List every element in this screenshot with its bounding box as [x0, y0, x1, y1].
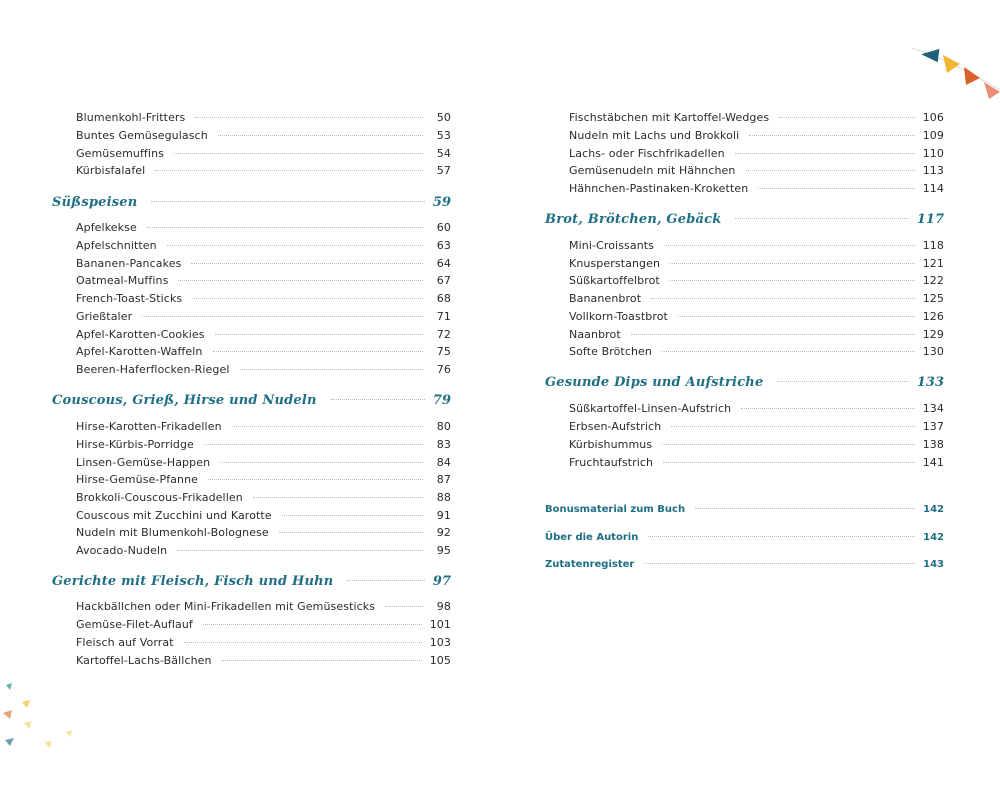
entry-page: 92 [436, 526, 451, 539]
section-page: 97 [432, 574, 451, 589]
toc-extra-entry[interactable] [545, 504, 944, 520]
section-page: 59 [432, 195, 451, 210]
toc-entry[interactable] [569, 456, 944, 472]
entry-page: 122 [922, 274, 944, 287]
entry-page: 75 [436, 345, 451, 358]
toc-entry[interactable] [569, 147, 944, 163]
entry-title: Fischstäbchen mit Kartoffel-Wedges [569, 111, 770, 124]
entry-title: Fleisch auf Vorrat [76, 636, 174, 649]
entry-title: Buntes Gemüsegulasch [76, 129, 208, 142]
toc-entry[interactable] [76, 310, 451, 326]
entry-page: 76 [436, 363, 451, 376]
leader-dots [651, 298, 915, 299]
extra-title: Über die Autorin [545, 532, 639, 543]
entry-page: 63 [436, 239, 451, 252]
entry-title: Linsen-Gemüse-Happen [76, 456, 211, 469]
entry-page: 126 [922, 310, 944, 323]
entry-title: French-Toast-Sticks [76, 292, 183, 305]
toc-entry[interactable] [76, 473, 451, 489]
section-page: 79 [432, 393, 451, 408]
leader-dots [648, 536, 915, 537]
entry-title: Kürbisfalafel [76, 164, 146, 177]
leader-dots [213, 351, 424, 352]
toc-section-heading[interactable] [52, 393, 451, 413]
toc-entry[interactable] [76, 129, 451, 145]
toc-entry[interactable] [569, 310, 944, 326]
leader-dots [178, 280, 423, 281]
leader-dots [735, 218, 908, 219]
toc-section-heading[interactable] [545, 375, 944, 395]
entry-title: Lachs- oder Fischfrikadellen [569, 147, 725, 160]
entry-page: 67 [436, 274, 451, 287]
toc-entry[interactable] [569, 292, 944, 308]
toc-entry[interactable] [569, 328, 944, 344]
toc-entry[interactable] [76, 526, 451, 542]
leader-dots [147, 227, 423, 228]
entry-page: 84 [436, 456, 451, 469]
entry-page: 91 [436, 509, 451, 522]
entry-page: 103 [429, 636, 451, 649]
leader-dots [664, 245, 915, 246]
toc-entry[interactable] [76, 111, 451, 127]
entry-title: Grießtaler [76, 310, 133, 323]
leader-dots [218, 135, 423, 136]
extra-page: 143 [923, 559, 944, 570]
entry-page: 50 [436, 111, 451, 124]
leader-dots [662, 444, 914, 445]
leader-dots [177, 550, 423, 551]
entry-page: 57 [436, 164, 451, 177]
leader-dots [631, 334, 915, 335]
leader-dots [347, 580, 425, 581]
leader-dots [282, 515, 423, 516]
entry-title: Avocado-Nudeln [76, 544, 168, 557]
entry-page: 121 [922, 257, 944, 270]
entry-title: Gemüse-Filet-Auflauf [76, 618, 193, 631]
entry-title: Fruchtaufstrich [569, 456, 654, 469]
toc-entry[interactable] [569, 164, 944, 180]
leader-dots [663, 462, 915, 463]
entry-page: 83 [436, 438, 451, 451]
toc-section-heading[interactable] [545, 212, 944, 232]
toc-entry[interactable] [76, 456, 451, 472]
entry-title: Knusperstangen [569, 257, 661, 270]
leader-dots [142, 316, 423, 317]
entry-title: Naanbrot [569, 328, 621, 341]
entry-page: 141 [922, 456, 944, 469]
entry-page: 105 [429, 654, 451, 667]
leader-dots [208, 479, 423, 480]
section-title: Couscous, Grieß, Hirse und Nudeln [52, 393, 317, 408]
entry-title: Blumenkohl-Fritters [76, 111, 186, 124]
leader-dots [741, 408, 915, 409]
leader-dots [203, 624, 422, 625]
entry-page: 114 [922, 182, 944, 195]
toc-entry[interactable] [76, 636, 451, 652]
leader-dots [204, 444, 423, 445]
entry-page: 138 [922, 438, 944, 451]
entry-title: Beeren-Haferflocken-Riegel [76, 363, 230, 376]
toc-entry[interactable] [569, 345, 944, 361]
entry-title: Hirse-Gemüse-Pfanne [76, 473, 199, 486]
leader-dots [779, 117, 914, 118]
entry-title: Hirse-Kürbis-Porridge [76, 438, 194, 451]
entry-title: Süßkartoffelbrot [569, 274, 660, 287]
leader-dots [167, 245, 423, 246]
toc-entry[interactable] [76, 509, 451, 525]
entry-title: Kürbishummus [569, 438, 653, 451]
leader-dots [671, 426, 914, 427]
toc-extra-entry[interactable] [545, 532, 944, 548]
toc-entry[interactable] [569, 257, 944, 273]
entry-page: 137 [922, 420, 944, 433]
entry-page: 60 [436, 221, 451, 234]
section-title: Brot, Brötchen, Gebäck [545, 212, 722, 227]
leader-dots [222, 660, 422, 661]
leader-dots [151, 201, 425, 202]
toc-entry[interactable] [569, 111, 944, 127]
entry-title: Nudeln mit Lachs und Brokkoli [569, 129, 740, 142]
entry-page: 72 [436, 328, 451, 341]
toc-entry[interactable] [76, 164, 451, 180]
entry-title: Apfelkekse [76, 221, 137, 234]
confetti-icon [0, 680, 80, 760]
entry-title: Nudeln mit Blumenkohl-Bolognese [76, 526, 269, 539]
section-title: Gerichte mit Fleisch, Fisch und Huhn [52, 574, 334, 589]
leader-dots [279, 532, 423, 533]
extra-page: 142 [923, 532, 944, 543]
entry-title: Hackbällchen oder Mini-Frikadellen mit Gemüsesticks [76, 600, 376, 613]
section-page: 117 [916, 212, 944, 227]
entry-title: Hirse-Karotten-Frikadellen [76, 420, 222, 433]
entry-page: 130 [922, 345, 944, 358]
entry-page: 101 [429, 618, 451, 631]
toc-entry[interactable] [76, 328, 451, 344]
toc-entry[interactable] [76, 600, 451, 616]
entry-page: 106 [922, 111, 944, 124]
toc-entry[interactable] [569, 274, 944, 290]
entry-title: Gemüsenudeln mit Hähnchen [569, 164, 736, 177]
section-title: Süßspeisen [52, 195, 138, 210]
entry-page: 95 [436, 544, 451, 557]
leader-dots [746, 170, 915, 171]
entry-title: Couscous mit Zucchini und Karotte [76, 509, 272, 522]
entry-page: 134 [922, 402, 944, 415]
entry-title: Erbsen-Aufstrich [569, 420, 662, 433]
toc-entry[interactable] [76, 544, 451, 560]
toc-entry[interactable] [76, 239, 451, 255]
leader-dots [240, 369, 423, 370]
toc-entry[interactable] [76, 438, 451, 454]
entry-title: Mini-Croissants [569, 239, 655, 252]
leader-dots [155, 170, 423, 171]
leader-dots [749, 135, 914, 136]
entry-title: Brokkoli-Couscous-Frikadellen [76, 491, 243, 504]
leader-dots [253, 497, 423, 498]
toc-entry[interactable] [76, 491, 451, 507]
entry-page: 109 [922, 129, 944, 142]
toc-entry[interactable] [569, 402, 944, 418]
entry-title: Oatmeal-Muffins [76, 274, 169, 287]
entry-page: 80 [436, 420, 451, 433]
entry-page: 110 [922, 147, 944, 160]
entry-title: Vollkorn-Toastbrot [569, 310, 668, 323]
leader-dots [195, 117, 423, 118]
toc-entry[interactable] [569, 438, 944, 454]
entry-page: 87 [436, 473, 451, 486]
leader-dots [758, 188, 914, 189]
toc-entry[interactable] [76, 618, 451, 634]
entry-title: Bananen-Pancakes [76, 257, 182, 270]
leader-dots [331, 399, 425, 400]
leader-dots [184, 642, 422, 643]
toc-entry[interactable] [76, 345, 451, 361]
leader-dots [174, 153, 423, 154]
leader-dots [220, 462, 423, 463]
toc-entry[interactable] [569, 182, 944, 198]
section-title: Gesunde Dips und Aufstriche [545, 375, 764, 390]
leader-dots [735, 153, 915, 154]
leader-dots [192, 298, 423, 299]
leader-dots [644, 563, 915, 564]
entry-page: 118 [922, 239, 944, 252]
entry-title: Gemüsemuffins [76, 147, 164, 160]
toc-entry[interactable] [76, 274, 451, 290]
leader-dots [670, 280, 915, 281]
section-page: 133 [916, 375, 944, 390]
toc-entry[interactable] [76, 654, 451, 670]
entry-title: Softe Brötchen [569, 345, 652, 358]
toc-section-heading[interactable] [52, 195, 451, 215]
extra-title: Bonusmaterial zum Buch [545, 504, 686, 515]
entry-page: 64 [436, 257, 451, 270]
toc-entry[interactable] [569, 239, 944, 255]
leader-dots [385, 606, 423, 607]
entry-title: Bananenbrot [569, 292, 642, 305]
toc-extra-entry[interactable] [545, 559, 944, 575]
entry-page: 98 [436, 600, 451, 613]
leader-dots [777, 381, 908, 382]
toc-entry[interactable] [569, 420, 944, 436]
toc-entry[interactable] [76, 221, 451, 237]
entry-title: Apfel-Karotten-Cookies [76, 328, 205, 341]
entry-page: 129 [922, 328, 944, 341]
toc-entry[interactable] [569, 129, 944, 145]
toc-section-heading[interactable] [52, 574, 451, 594]
entry-page: 54 [436, 147, 451, 160]
toc-entry[interactable] [76, 292, 451, 308]
extra-title: Zutatenregister [545, 559, 635, 570]
toc-entry[interactable] [76, 147, 451, 163]
leader-dots [215, 334, 423, 335]
bunting-icon [910, 40, 1000, 130]
entry-page: 125 [922, 292, 944, 305]
entry-title: Hähnchen-Pastinaken-Kroketten [569, 182, 749, 195]
entry-page: 113 [922, 164, 944, 177]
leader-dots [678, 316, 915, 317]
extra-page: 142 [923, 504, 944, 515]
leader-dots [232, 426, 423, 427]
toc-entry[interactable] [76, 363, 451, 379]
entry-title: Apfelschnitten [76, 239, 157, 252]
toc-entry[interactable] [76, 257, 451, 273]
entry-title: Süßkartoffel-Linsen-Aufstrich [569, 402, 732, 415]
leader-dots [191, 263, 423, 264]
entry-title: Kartoffel-Lachs-Bällchen [76, 654, 212, 667]
entry-page: 71 [436, 310, 451, 323]
entry-page: 53 [436, 129, 451, 142]
leader-dots [695, 508, 915, 509]
toc-entry[interactable] [76, 420, 451, 436]
leader-dots [670, 263, 915, 264]
entry-page: 68 [436, 292, 451, 305]
leader-dots [662, 351, 915, 352]
entry-page: 88 [436, 491, 451, 504]
entry-title: Apfel-Karotten-Waffeln [76, 345, 203, 358]
